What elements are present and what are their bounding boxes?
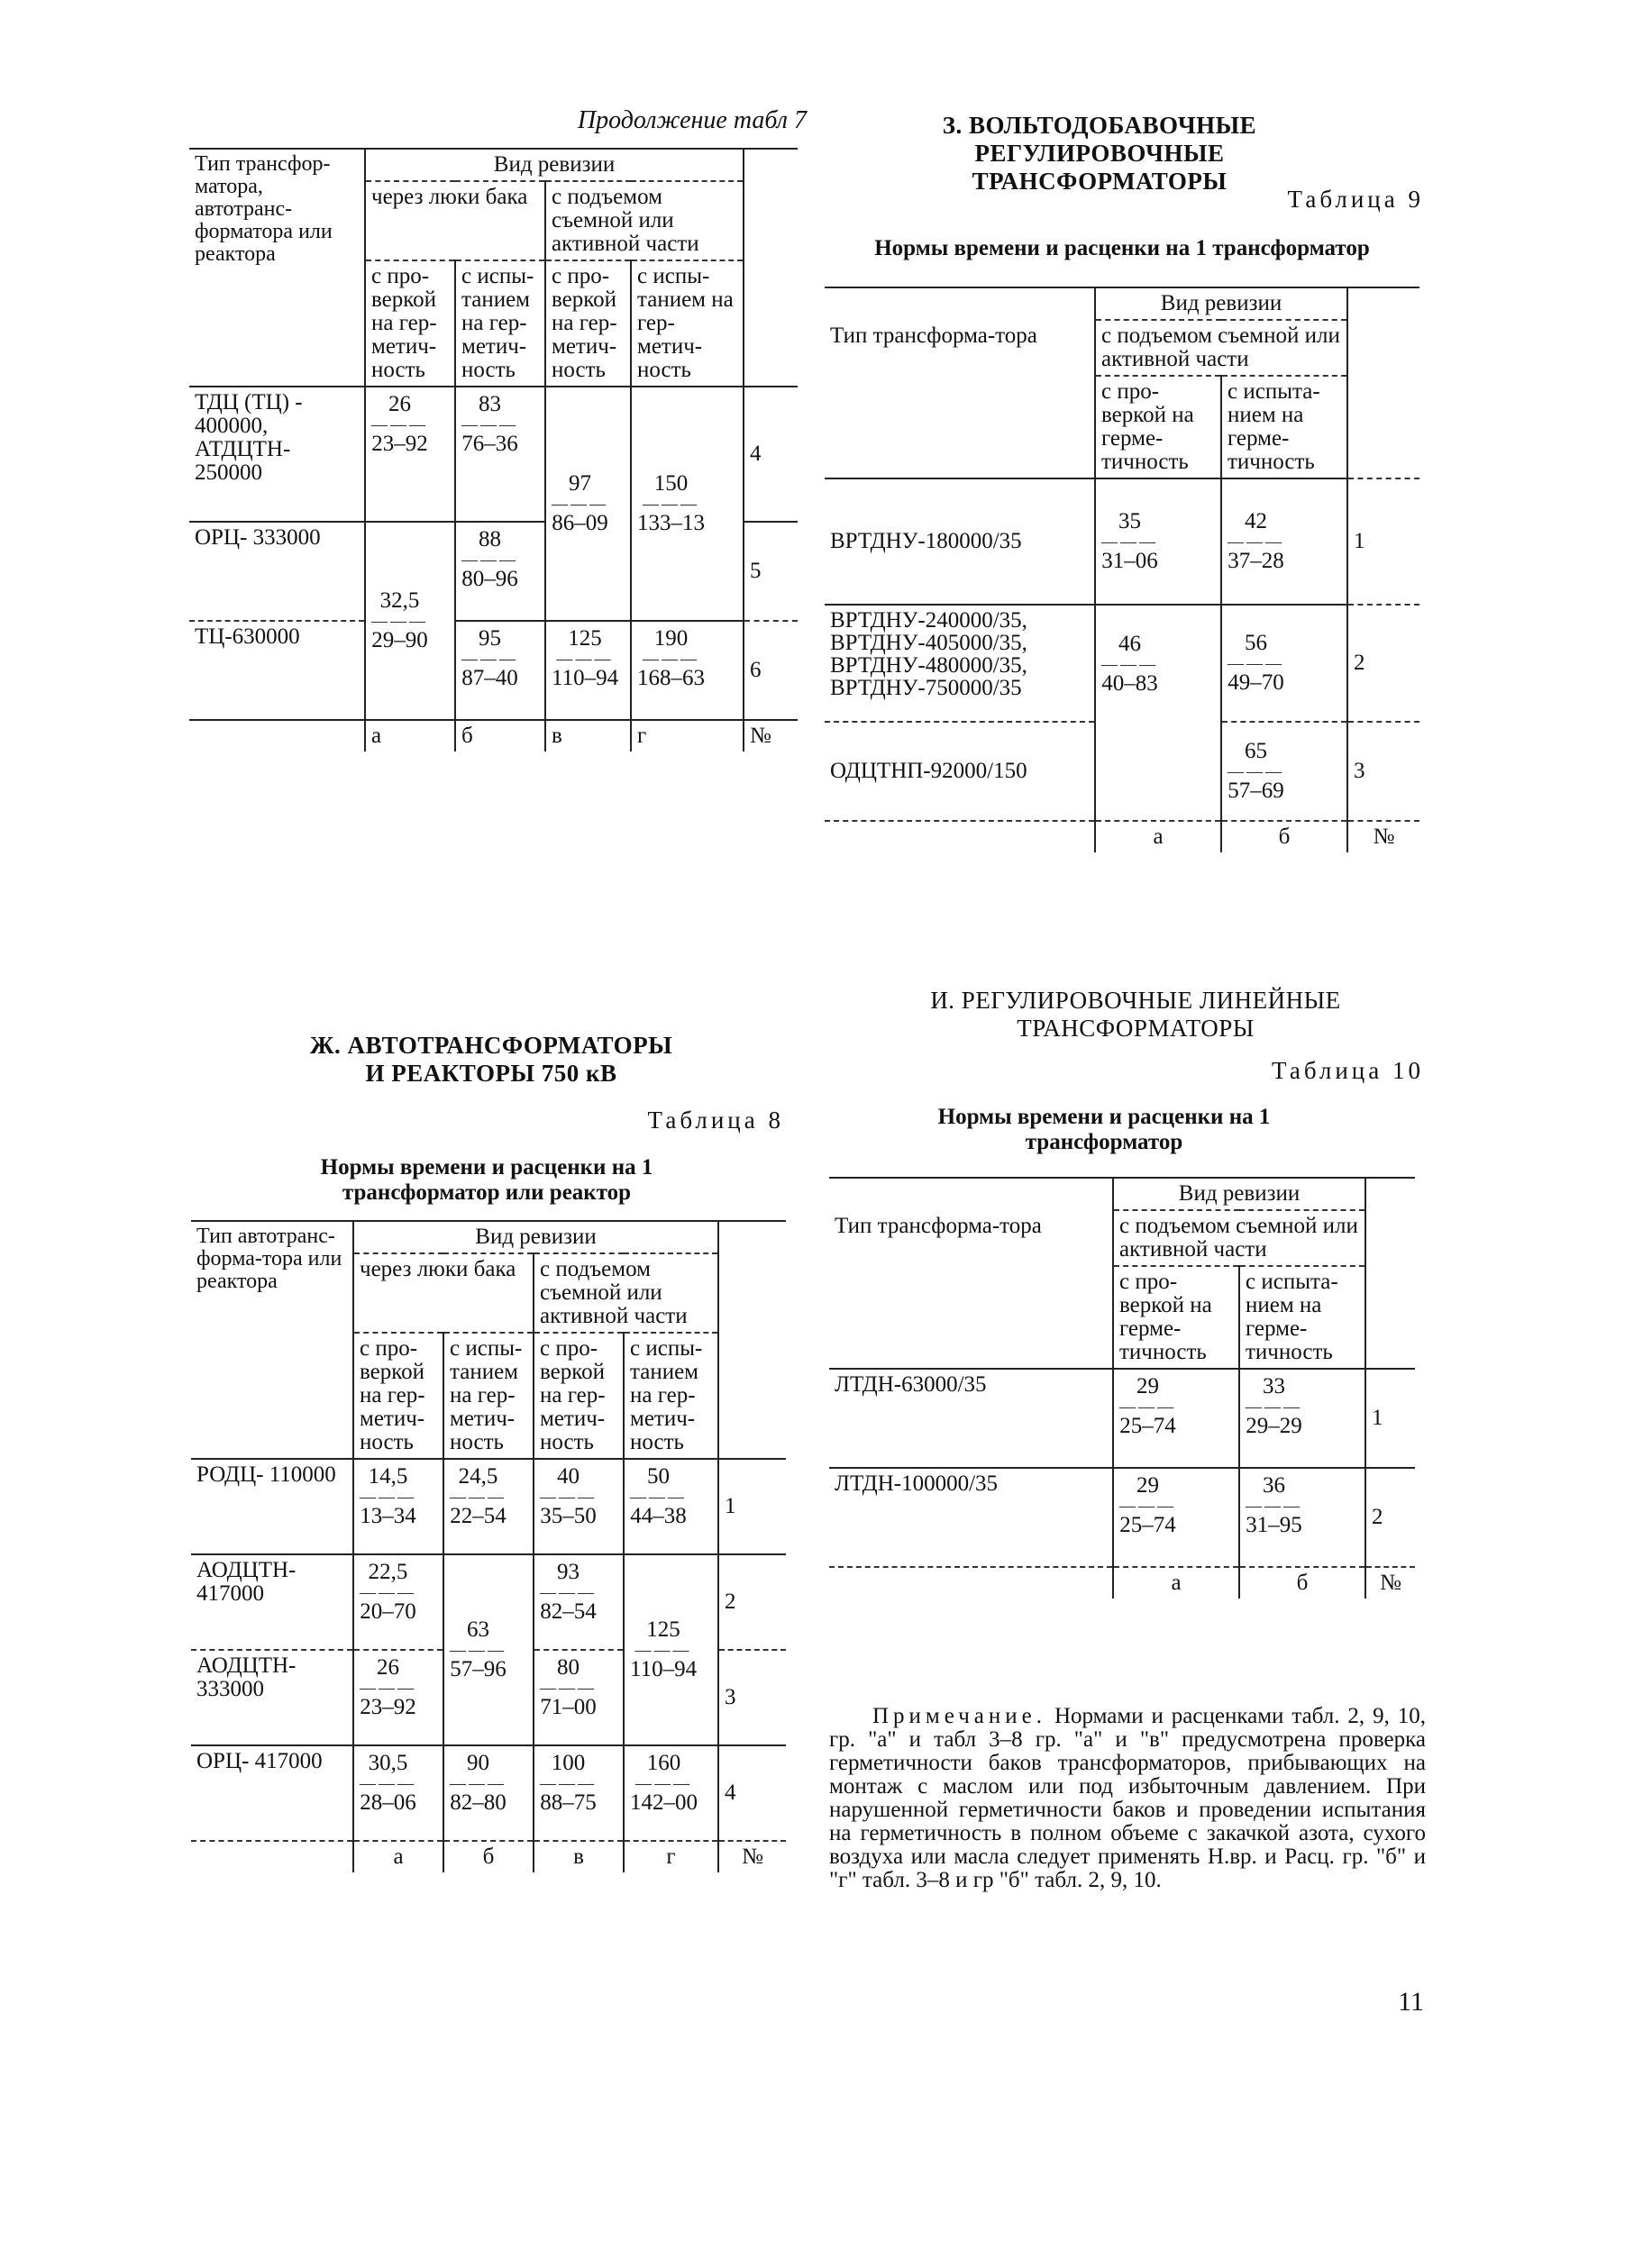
section-zh-title: Ж. АВТОТРАНСФОРМАТОРЫ И РЕАКТОРЫ 750 кВ bbox=[309, 1032, 673, 1087]
table-row: АОДЦТН- 333000 26 ——— 23–92 80 ——— 71–00 3 bbox=[191, 1650, 786, 1745]
col-type-header: Тип трансфор-матора, автотранс-форматора или реактора bbox=[189, 149, 365, 387]
sub-header-b: с испыта-нием на герме-тичность bbox=[1239, 1266, 1365, 1369]
table8-label: Таблица 8 bbox=[647, 1107, 784, 1134]
table8-caption: Нормы времени и расценки на 1 трансформатор или реактор bbox=[320, 1155, 653, 1205]
table9-label: Таблица 9 bbox=[1287, 186, 1424, 213]
section-z-title: З. ВОЛЬТОДОБАВОЧНЫЕ РЕГУЛИРОВОЧНЫЕ ТРАНСФОРМАТОРЫ bbox=[942, 112, 1257, 195]
table10-label: Таблица 10 bbox=[1272, 1057, 1424, 1084]
table-footer-row: а б № bbox=[829, 1567, 1415, 1599]
col-view-header: Вид ревизии bbox=[1113, 1178, 1365, 1210]
col-hatch-header: через люки бака bbox=[353, 1253, 534, 1333]
col-lift-header: с подъемом съемной или активной части bbox=[1095, 320, 1347, 376]
note-label: Примечание. bbox=[872, 1704, 1047, 1728]
col-type-header: Тип трансформа-тора bbox=[829, 1178, 1113, 1369]
table-row: ВРТДНУ-180000/35 35 ——— 31–06 42 ——— 37–28 1 bbox=[825, 478, 1419, 605]
col-hatch-header: через люки бака bbox=[365, 181, 545, 260]
note-paragraph bbox=[829, 1705, 1426, 1892]
table-footer-row: а б в г № bbox=[189, 720, 798, 751]
table9-caption: Нормы времени и расценки на 1 трансформатор bbox=[874, 236, 1370, 260]
sub-header-b: с испы-танием на гер-метич-ность bbox=[455, 260, 545, 387]
table-row: ЛТДН-63000/35 29 ——— 25–74 33 ——— 29–29 1 bbox=[829, 1369, 1415, 1468]
table-8 bbox=[191, 1220, 786, 1872]
col-type-header: Тип автотранс-форма-тора или реактора bbox=[191, 1221, 353, 1459]
table-7 bbox=[189, 148, 798, 751]
section-i-title: И. РЕГУЛИРОВОЧНЫЕ ЛИНЕЙНЫЕ ТРАНСФОРМАТОРЫ bbox=[930, 987, 1341, 1042]
table-9 bbox=[825, 287, 1419, 852]
table-row: ВРТДНУ-240000/35, ВРТДНУ-405000/35, ВРТДНУ-480000/35, ВРТДНУ-750000/35 46 ——— 40–83 56 ——— 49–70 2 bbox=[825, 605, 1419, 722]
table-footer-row: а б № bbox=[825, 821, 1419, 852]
table-row: ТДЦ (ТЦ) - 400000, АТДЦТН- 250000 26 ——— 23–92 83 ——— 76–36 97 ——— 86–09 150 ——— 133–13 4 bbox=[189, 387, 798, 522]
table7-continuation-label: Продолжение табл 7 bbox=[577, 106, 807, 134]
sub-header-d: с испы-танием на гер-метич-ность bbox=[631, 260, 744, 387]
sub-header-a: с про-веркой на гер-метич-ность bbox=[353, 1333, 443, 1459]
col-lift-header: с подъемом съемной или активной части bbox=[534, 1253, 718, 1333]
table-row: АОДЦТН- 417000 22,5 ——— 20–70 63 ——— 57–96 93 ——— 82–54 125 ——— 110–94 2 bbox=[191, 1554, 786, 1650]
col-lift-header: с подъемом съемной или активной части bbox=[545, 181, 744, 260]
sub-header-b: с испы-танием на гер-метич-ность bbox=[443, 1333, 534, 1459]
note-text: Нормами и расценками табл. 2, 9, 10, гр. "а" и табл 3–8 гр. "а" и "в" предусмотрена проверка герметичности баков трансформаторов, прибывающих на монтаж с маслом или под избыточным давлением. При нарушенной герметичности баков и проведении испытания на герметичность в полном объеме с закачкой азота, сухого воздуха или масла следует применять Н.вр. и Расц. гр. "б" и "г" табл. 3–8 и гр "б" табл. 2, 9, 10. bbox=[829, 1704, 1427, 1892]
sub-header-a: с про-веркой на герме-тичность bbox=[1095, 376, 1221, 478]
col-view-header: Вид ревизии bbox=[365, 149, 744, 181]
table-row: ОРЦ- 417000 30,5 ——— 28–06 90 ——— 82–80 100 ——— 88–75 160 ——— 142–00 4 bbox=[191, 1745, 786, 1841]
sub-header-d: с испы-танием на гер-метич-ность bbox=[624, 1333, 718, 1459]
table-row: ЛТДН-100000/35 29 ——— 25–74 36 ——— 31–95 2 bbox=[829, 1468, 1415, 1567]
col-view-header: Вид ревизии bbox=[1095, 287, 1347, 320]
col-type-header: Тип трансформа-тора bbox=[825, 287, 1095, 478]
col-view-header: Вид ревизии bbox=[353, 1221, 718, 1253]
table-10 bbox=[829, 1177, 1415, 1599]
table-row: ОДЦТНП-92000/150 65 ——— 57–69 3 bbox=[825, 722, 1419, 821]
page-number: 11 bbox=[1398, 1987, 1424, 2017]
col-lift-header: с подъемом съемной или активной части bbox=[1113, 1210, 1365, 1266]
table-row: РОДЦ- 110000 14,5 ——— 13–34 24,5 ——— 22–54 40 ——— 35–50 50 ——— 44–38 1 bbox=[191, 1459, 786, 1554]
table10-caption: Нормы времени и расценки на 1 трансформатор bbox=[937, 1105, 1271, 1154]
sub-header-a: с про-веркой на гер-метич-ность bbox=[365, 260, 455, 387]
table-footer-row: а б в г № bbox=[191, 1841, 786, 1872]
sub-header-c: с про-веркой на гер-метич-ность bbox=[534, 1333, 624, 1459]
sub-header-a: с про-веркой на герме-тичность bbox=[1113, 1266, 1239, 1369]
table-row: ТЦ-630000 95 ——— 87–40 125 ——— 110–94 190 ——— 168–63 6 bbox=[189, 621, 798, 720]
sub-header-b: с испыта-нием на герме-тичность bbox=[1221, 376, 1347, 478]
table-row: ОРЦ- 333000 32,5 ——— 29–90 88 ——— 80–96 5 bbox=[189, 522, 798, 621]
sub-header-c: с про-веркой на гер-метич-ность bbox=[545, 260, 631, 387]
